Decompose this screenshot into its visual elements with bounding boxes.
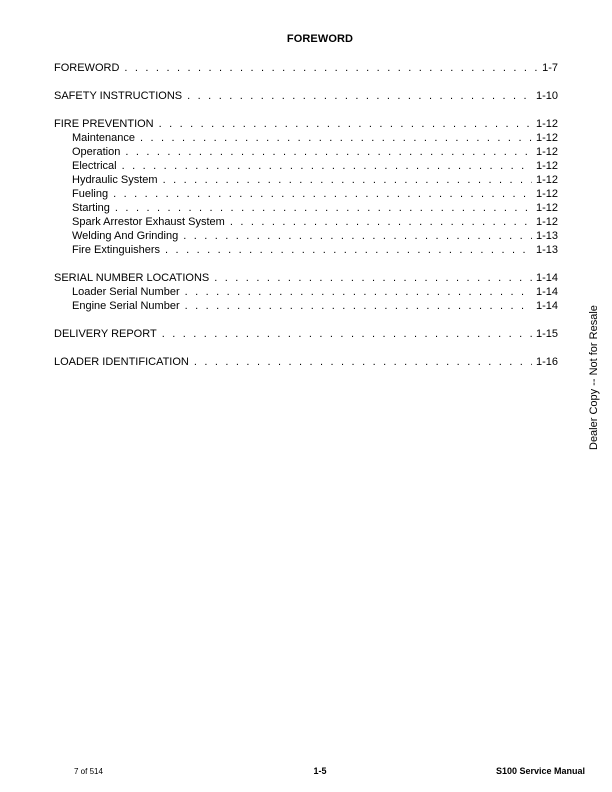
dot-leader <box>115 201 532 215</box>
dot-leader <box>214 271 532 285</box>
page-number: 1-5 <box>313 766 327 776</box>
toc-entry-label: Fueling <box>72 188 109 200</box>
toc-entry-label: DELIVERY REPORT <box>54 328 157 340</box>
dot-leader <box>163 173 532 187</box>
dot-leader <box>140 131 532 145</box>
dot-leader <box>230 215 532 229</box>
toc-entry-hydraulic-system[interactable] <box>54 173 558 187</box>
toc-entry-label: SAFETY INSTRUCTIONS <box>54 90 183 102</box>
dot-leader <box>194 355 532 369</box>
toc-entry-label: SERIAL NUMBER LOCATIONS <box>54 272 210 284</box>
toc-entry-fire-prevention[interactable] <box>54 117 558 131</box>
toc-entry-starting[interactable] <box>54 201 558 215</box>
toc-entry-welding-grinding[interactable] <box>54 229 558 243</box>
toc-entry-page: 1-10 <box>535 90 558 102</box>
toc-entry-page: 1-13 <box>535 244 558 256</box>
toc-entry-label: Hydraulic System <box>72 174 158 186</box>
dot-leader <box>125 145 532 159</box>
toc-entry-page: 1-13 <box>535 230 558 242</box>
toc-entry-label: Loader Serial Number <box>72 286 180 298</box>
toc-entry-label: Starting <box>72 202 110 214</box>
dot-leader <box>183 229 532 243</box>
toc-entry-page: 1-12 <box>535 188 558 200</box>
toc-entry-page: 1-15 <box>535 328 558 340</box>
toc-entry-maintenance[interactable] <box>54 131 558 145</box>
toc-entry-delivery-report[interactable] <box>54 327 558 341</box>
toc-entry-page: 1-12 <box>535 216 558 228</box>
toc-entry-label: Electrical <box>72 160 117 172</box>
dot-leader <box>185 285 532 299</box>
toc-entry-label: LOADER IDENTIFICATION <box>54 356 189 368</box>
toc-entry-label: Welding And Grinding <box>72 230 179 242</box>
toc-entry-electrical[interactable] <box>54 159 558 173</box>
toc-entry-page: 1-12 <box>535 174 558 186</box>
dot-leader <box>159 117 532 131</box>
toc-entry-label: Spark Arrestor Exhaust System <box>72 216 225 228</box>
toc-entry-page: 1-7 <box>542 62 558 74</box>
toc-entry-engine-serial-number[interactable] <box>54 299 558 313</box>
dot-leader <box>187 89 532 103</box>
page-title: FOREWORD <box>286 33 354 45</box>
toc-entry-page: 1-12 <box>535 132 558 144</box>
dot-leader <box>162 327 532 341</box>
toc-entry-page: 1-12 <box>535 160 558 172</box>
toc-entry-label: Engine Serial Number <box>72 300 180 312</box>
toc-entry-label: FIRE PREVENTION <box>54 118 154 130</box>
toc-entry-label: FOREWORD <box>54 62 120 74</box>
toc-entry-loader-identification[interactable] <box>54 355 558 369</box>
page-count: 7 of 514 <box>74 767 103 776</box>
manual-title: S100 Service Manual <box>495 766 585 776</box>
toc-entry-spark-arrestor[interactable] <box>54 215 558 229</box>
toc-entry-label: Operation <box>72 146 121 158</box>
toc-entry-page: 1-12 <box>535 146 558 158</box>
toc-entry-page: 1-14 <box>535 272 558 284</box>
dot-leader <box>124 61 538 75</box>
toc-entry-serial-number-locations[interactable] <box>54 271 558 285</box>
toc-entry-fire-extinguishers[interactable] <box>54 243 558 257</box>
toc-entry-page: 1-12 <box>535 202 558 214</box>
toc-entry-page: 1-14 <box>535 300 558 312</box>
table-of-contents <box>54 61 558 369</box>
dot-leader <box>165 243 532 257</box>
toc-entry-label: Maintenance <box>72 132 135 144</box>
toc-entry-page: 1-12 <box>535 118 558 130</box>
toc-entry-loader-serial-number[interactable] <box>54 285 558 299</box>
toc-entry-operation[interactable] <box>54 145 558 159</box>
toc-entry-safety-instructions[interactable] <box>54 89 558 103</box>
toc-entry-page: 1-14 <box>535 286 558 298</box>
dot-leader <box>185 299 532 313</box>
dot-leader <box>113 187 532 201</box>
toc-entry-page: 1-16 <box>535 356 558 368</box>
toc-entry-label: Fire Extinguishers <box>72 244 161 256</box>
dot-leader <box>122 159 532 173</box>
dealer-copy-stamp: Dealer Copy -- Not for Resale <box>588 305 600 450</box>
toc-entry-fueling[interactable] <box>54 187 558 201</box>
toc-entry-foreword[interactable] <box>54 61 558 75</box>
